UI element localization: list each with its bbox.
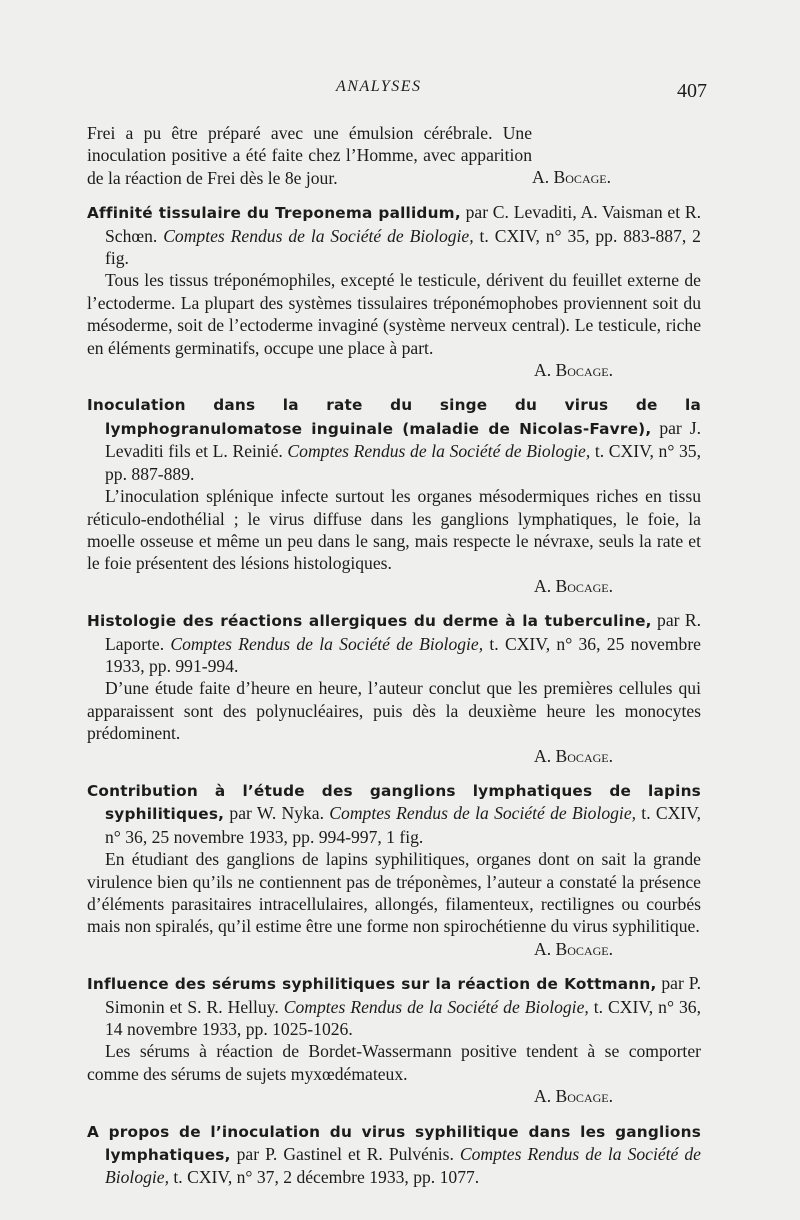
entry-heading xyxy=(87,393,701,485)
entry-journal: Comptes Rendus de la Société de Biologie, xyxy=(329,803,637,824)
abstract-text: Frei a pu être préparé avec une émulsion cérébrale. Une inoculation positive a été faite chez l’Homme, avec apparition de la réaction de Frei dès le 8e jour. xyxy=(87,123,533,188)
entry-title: A propos de l’inoculation du virus syphilitique dans les ganglions lymphatiques, xyxy=(87,1122,701,1165)
entry-authors: par W. Nyka. xyxy=(224,803,330,824)
abstract-entry xyxy=(87,972,701,1107)
intro-continuation xyxy=(87,122,701,189)
abstract-entry xyxy=(87,1120,701,1189)
signature: A. Bocage. xyxy=(534,360,613,381)
entry-journal: Comptes Rendus de la Société de Biologie, xyxy=(170,633,484,654)
entry-heading xyxy=(87,972,701,1040)
entry-authors: par J. Levaditi fils et L. Reinié. xyxy=(105,417,701,462)
entry-heading xyxy=(87,779,701,848)
entry-heading xyxy=(87,1120,701,1189)
entry-body: D’une étude faite d’heure en heure, l’auteur conclut que les premières cellules qui apparaissent sont des polynucléaires, puis dès la deuxième heure les monocytes prédominent. xyxy=(87,678,701,744)
entry-journal: Comptes Rendus de la Société de Biologie, xyxy=(283,996,589,1017)
abstract-entry xyxy=(87,201,701,381)
entry-journal: Comptes Rendus de la Société de Biologie, xyxy=(105,1144,701,1188)
page-body xyxy=(87,122,701,1189)
entry-title: Histologie des réactions allergiques du derme à la tuberculine, xyxy=(87,612,652,631)
entry-authors: par C. Levaditi, A. Vaisman et R. Schœn. xyxy=(105,202,701,246)
entry-body: L’inoculation splénique infecte surtout les organes mésodermiques riches en tissu réticulo-endothélial ; le virus diffuse dans les ganglions lymphatiques, le foie, la moelle osseuse et même un peu dans le sang, mais respecte le névraxe, seuls la rate et le foie présentent des lésions histologiques. xyxy=(87,486,701,574)
entry-title: Influence des sérums syphilitiques sur la réaction de Kottmann, xyxy=(87,975,657,994)
entry-citation: t. CXIV, n° 36, 25 novembre 1933, pp. 991-994. xyxy=(105,633,701,676)
signature: A. Bocage. xyxy=(534,1086,613,1107)
entry-citation: t. CXIV, n° 35, pp. 883-887, 2 fig. xyxy=(105,225,701,269)
entry-title: Affinité tissulaire du Treponema pallidum, xyxy=(87,204,461,223)
entry-heading xyxy=(87,201,701,269)
entry-citation: t. CXIV, n° 37, 2 décembre 1933, pp. 1077. xyxy=(169,1167,480,1188)
entry-citation: t. CXIV, n° 36, 25 novembre 1933, pp. 994-997, 1 fig. xyxy=(105,803,702,847)
abstract-entry xyxy=(87,779,701,960)
entry-body: Tous les tissus tréponémophiles, excepté le testicule, dérivent du feuillet externe de l’ectoderme. La plupart des systèmes tissulaires tréponémophobes proviennent soit du mésoderme, soit de l’ectoderme invaginé (système nerveux central). Le testicule, riche en éléments germinatifs, occupe une place à part. xyxy=(87,270,701,358)
entry-authors: par P. Simonin et S. R. Helluy. xyxy=(105,973,701,1017)
abstract-entry xyxy=(87,393,701,597)
signature: A. Bocage. xyxy=(534,938,613,959)
entry-citation: t. CXIV, n° 35, pp. 887-889. xyxy=(105,441,702,484)
signature: A. Bocage. xyxy=(534,745,613,766)
entry-body: En étudiant des ganglions de lapins syphilitiques, organes dont on sait la grande virulence bien qu’ils ne contiennent pas de tréponèmes, l’auteur a constaté la présence d’éléments parasitaires intracellulaires, allongés, filamenteux, rectilignes ou courbés mais non spiralés, qu’il estime être une forme non spirochétienne du virus syphilitique. xyxy=(87,849,701,937)
entry-body: Les sérums à réaction de Bordet-Wassermann positive tendent à se comporter comme des sérums de sujets myxœdémateux. xyxy=(87,1041,701,1084)
signature: A. Bocage. xyxy=(532,167,611,187)
entry-citation: t. CXIV, n° 36, 14 novembre 1933, pp. 1025-1026. xyxy=(105,996,701,1040)
running-title: ANALYSES xyxy=(336,78,422,95)
entry-authors: par P. Gastinel et R. Pulvénis. xyxy=(230,1144,460,1165)
page-header xyxy=(0,78,800,108)
page-number: 407 xyxy=(677,80,707,102)
abstract-entry xyxy=(87,609,701,767)
signature: A. Bocage. xyxy=(534,575,613,596)
entry-journal: Comptes Rendus de la Société de Biologie, xyxy=(163,225,474,246)
entry-journal: Comptes Rendus de la Société de Biologie, xyxy=(287,441,591,462)
entry-authors: par R. Laporte. xyxy=(105,610,701,654)
entry-heading xyxy=(87,609,701,677)
entry-title: Inoculation dans la rate du singe du virus de la lymphogranulomatose inguinale (maladie de Nicolas-Favre), xyxy=(87,396,701,438)
entry-title: Contribution à l’étude des ganglions lymphatiques de lapins syphilitiques, xyxy=(87,781,701,824)
